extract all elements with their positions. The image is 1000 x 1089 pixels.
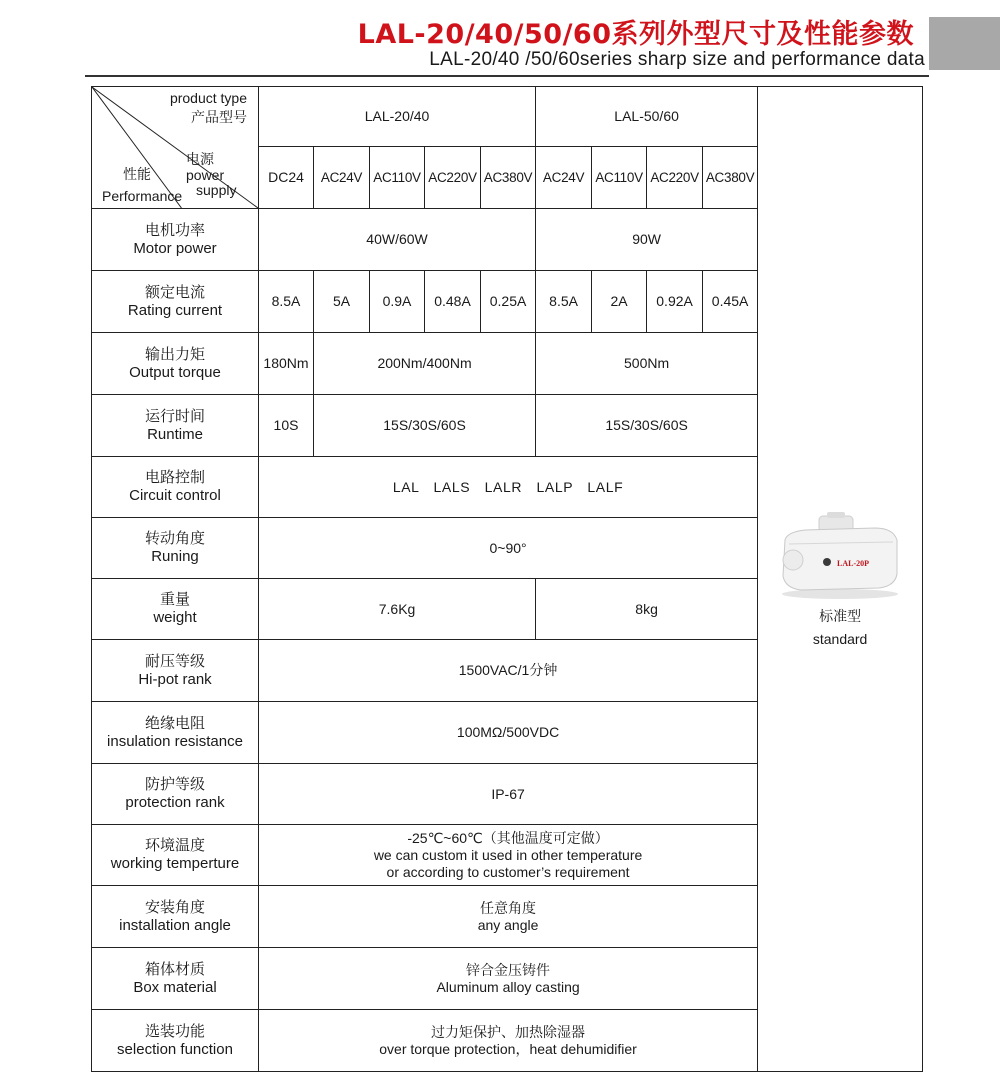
- page-title-cn: LAL-20/40/50/60系列外型尺寸及性能参数: [357, 19, 914, 50]
- title-divider: [85, 75, 929, 77]
- row-label: 环境温度 working temperture: [92, 825, 259, 886]
- value-cell: 180Nm: [259, 333, 314, 395]
- row-label: 输出力矩 Output torque: [92, 333, 259, 395]
- row-label: 重量 weight: [92, 579, 259, 640]
- model-header-lal-50-60: LAL-50/60: [536, 87, 758, 147]
- power-supply-label-en1: power: [186, 167, 225, 183]
- value-cell: 500Nm: [536, 333, 758, 395]
- row-label: 转动角度 Runing: [92, 518, 259, 579]
- power-supply-label-cn: 电源: [186, 151, 214, 167]
- voltage-cell: AC380V: [703, 147, 758, 209]
- voltage-cell: AC24V: [314, 147, 370, 209]
- voltage-cell: AC24V: [536, 147, 592, 209]
- value-cell: 5A: [314, 271, 370, 333]
- value-cell: 0.48A: [425, 271, 481, 333]
- voltage-cell: AC220V: [647, 147, 703, 209]
- value-cell: 8.5A: [259, 271, 314, 333]
- row-label: 额定电流 Rating current: [92, 271, 259, 333]
- value-cell: 0~90°: [259, 518, 758, 579]
- row-label: 耐压等级 Hi-pot rank: [92, 640, 259, 702]
- model-header-lal-20-40: LAL-20/40: [259, 87, 536, 147]
- value-cell: 100MΩ/500VDC: [259, 702, 758, 764]
- product-type-label-cn: 产品型号: [191, 109, 247, 125]
- standard-caption-cn: 标准型: [819, 608, 862, 624]
- row-label: 防护等级 protection rank: [92, 764, 259, 825]
- product-type-label-en: product type: [169, 90, 247, 106]
- value-cell: 过力矩保护、加热除湿器 over torque protection，heat dehumidifier: [259, 1010, 758, 1072]
- value-cell: 15S/30S/60S: [536, 395, 758, 457]
- product-image-cell: [758, 87, 923, 1072]
- value-cell: 2A: [592, 271, 647, 333]
- value-cell: 90W: [536, 209, 758, 271]
- value-cell: 200Nm/400Nm: [314, 333, 536, 395]
- voltage-cell: AC110V: [370, 147, 425, 209]
- actuator-plate-label: LAL-20P: [837, 559, 870, 568]
- corner-decoration: [929, 17, 1000, 70]
- value-cell: 0.9A: [370, 271, 425, 333]
- spec-table: [91, 86, 923, 1072]
- voltage-cell: AC220V: [425, 147, 481, 209]
- value-cell: 锌合金压铸件 Aluminum alloy casting: [259, 948, 758, 1010]
- value-cell: LAL LALS LALR LALP LALF: [259, 457, 758, 518]
- value-cell: 0.25A: [481, 271, 536, 333]
- value-cell: 8kg: [536, 579, 758, 640]
- value-cell: 0.45A: [703, 271, 758, 333]
- voltage-cell: AC110V: [592, 147, 647, 209]
- row-label: 箱体材质 Box material: [92, 948, 259, 1010]
- actuator-image: [775, 510, 905, 602]
- page-title-en: LAL-20/40 /50/60series sharp size and performance data: [429, 49, 925, 70]
- row-label: 运行时间 Runtime: [92, 395, 259, 457]
- row-label: 电路控制 Circuit control: [92, 457, 259, 518]
- value-cell: 0.92A: [647, 271, 703, 333]
- header-row-models: [92, 87, 923, 147]
- value-cell: 任意角度 any angle: [259, 886, 758, 948]
- value-cell: 7.6Kg: [259, 579, 536, 640]
- value-cell: -25℃~60℃（其他温度可定做） we can custom it used in other temperature or according to customer’s requirement: [259, 825, 758, 886]
- value-cell: 1500VAC/1分钟: [259, 640, 758, 702]
- performance-label-cn: 性能: [123, 166, 151, 182]
- voltage-cell: DC24: [259, 147, 314, 209]
- value-cell: 40W/60W: [259, 209, 536, 271]
- row-label: 绝缘电阻 insulation resistance: [92, 702, 259, 764]
- row-label: 安装角度 installation angle: [92, 886, 259, 948]
- value-cell: 15S/30S/60S: [314, 395, 536, 457]
- power-supply-label-en2: supply: [196, 182, 237, 198]
- row-label: 电机功率 Motor power: [92, 209, 259, 271]
- standard-caption-en: standard: [812, 631, 868, 647]
- value-cell: 8.5A: [536, 271, 592, 333]
- row-label: 选装功能 selection function: [92, 1010, 259, 1072]
- corner-header-cell: [92, 87, 259, 209]
- performance-label-en: Performance: [102, 188, 183, 204]
- value-cell: IP-67: [259, 764, 758, 825]
- value-cell: 10S: [259, 395, 314, 457]
- voltage-cell: AC380V: [481, 147, 536, 209]
